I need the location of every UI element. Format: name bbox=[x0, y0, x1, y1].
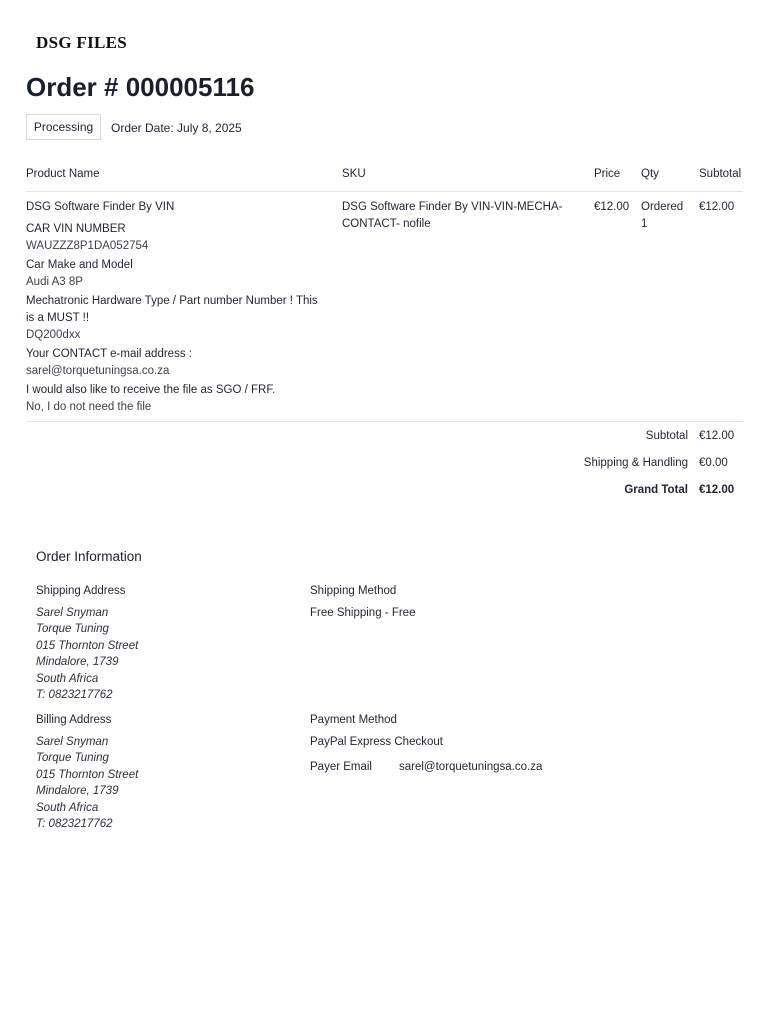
address-line: Torque Tuning bbox=[36, 623, 109, 636]
sku-cell bbox=[342, 199, 582, 233]
order-information-title: Order Information bbox=[36, 549, 142, 564]
billing-address-title: Billing Address bbox=[36, 714, 112, 726]
totals-grand-value: €12.00 bbox=[699, 484, 735, 496]
address-line: Mindalore, 1739 bbox=[36, 656, 119, 669]
payment-method-value: PayPal Express Checkout bbox=[310, 736, 443, 748]
col-header-price: Price bbox=[594, 168, 621, 180]
address-line: 015 Thornton Street bbox=[36, 639, 139, 652]
address-line: Sarel Snyman bbox=[36, 607, 109, 619]
product-name: DSG Software Finder By VIN bbox=[26, 201, 175, 213]
totals-grand-label: Grand Total bbox=[624, 484, 688, 496]
col-header-sku: SKU bbox=[342, 168, 366, 180]
col-header-subtotal: Subtotal bbox=[699, 168, 742, 180]
payment-method-title: Payment Method bbox=[310, 714, 397, 726]
brand-logo: DSG FILES bbox=[36, 33, 128, 52]
address-line: 015 Thornton Street bbox=[36, 768, 139, 781]
subtotal-cell: €12.00 bbox=[699, 201, 735, 213]
status-badge: Processing bbox=[26, 114, 101, 140]
option-label: I would also like to receive the file as SGO / FRF. bbox=[26, 384, 276, 396]
option-label: is a MUST !! bbox=[26, 312, 90, 324]
shipping-method-title: Shipping Method bbox=[310, 585, 397, 597]
billing-address bbox=[36, 734, 138, 832]
order-date: Order Date: July 8, 2025 bbox=[111, 121, 242, 135]
page-title: Order # 000005116 bbox=[26, 72, 255, 102]
col-header-qty: Qty bbox=[641, 168, 659, 180]
totals-shipping-label: Shipping & Handling bbox=[583, 457, 688, 469]
product-cell bbox=[26, 199, 336, 416]
shipping-address bbox=[36, 605, 138, 703]
option-value: No, I do not need the file bbox=[26, 401, 152, 413]
address-line: Sarel Snyman bbox=[36, 736, 109, 748]
option-label: Car Make and Model bbox=[26, 259, 133, 271]
option-label: Your CONTACT e-mail address : bbox=[26, 348, 192, 360]
price-cell: €12.00 bbox=[594, 201, 630, 213]
address-line: South Africa bbox=[36, 672, 99, 685]
qty-label: Ordered bbox=[641, 201, 684, 213]
address-line: Mindalore, 1739 bbox=[36, 785, 119, 798]
sku-line: CONTACT- nofile bbox=[342, 218, 431, 230]
option-value: WAUZZZ8P1DA052754 bbox=[26, 240, 149, 252]
option-value: Audi A3 8P bbox=[26, 276, 83, 288]
address-line: Torque Tuning bbox=[36, 752, 109, 765]
table-row-divider bbox=[26, 421, 743, 422]
option-label: CAR VIN NUMBER bbox=[26, 223, 126, 235]
option-value: DQ200dxx bbox=[26, 329, 81, 341]
totals-subtotal-label: Subtotal bbox=[645, 430, 688, 442]
address-line: South Africa bbox=[36, 801, 99, 814]
table-header-divider bbox=[26, 191, 743, 192]
option-value: sarel@torquetuningsa.co.za bbox=[26, 365, 170, 377]
col-header-product: Product Name bbox=[26, 168, 100, 180]
option-label: Mechatronic Hardware Type / Part number Number ! This bbox=[26, 295, 318, 307]
payer-email-value: sarel@torquetuningsa.co.za bbox=[399, 761, 543, 773]
payer-email-label: Payer Email bbox=[310, 761, 372, 773]
totals-subtotal-value: €12.00 bbox=[699, 430, 735, 442]
sku-line: DSG Software Finder By VIN-VIN-MECHA- bbox=[342, 201, 563, 213]
address-line: T: 0823217762 bbox=[36, 818, 113, 831]
shipping-address-title: Shipping Address bbox=[36, 585, 126, 597]
qty-cell bbox=[641, 199, 683, 233]
qty-value: 1 bbox=[641, 218, 648, 230]
address-line: T: 0823217762 bbox=[36, 689, 113, 702]
totals-shipping-value: €0.00 bbox=[699, 457, 728, 469]
shipping-method-value: Free Shipping - Free bbox=[310, 607, 416, 619]
